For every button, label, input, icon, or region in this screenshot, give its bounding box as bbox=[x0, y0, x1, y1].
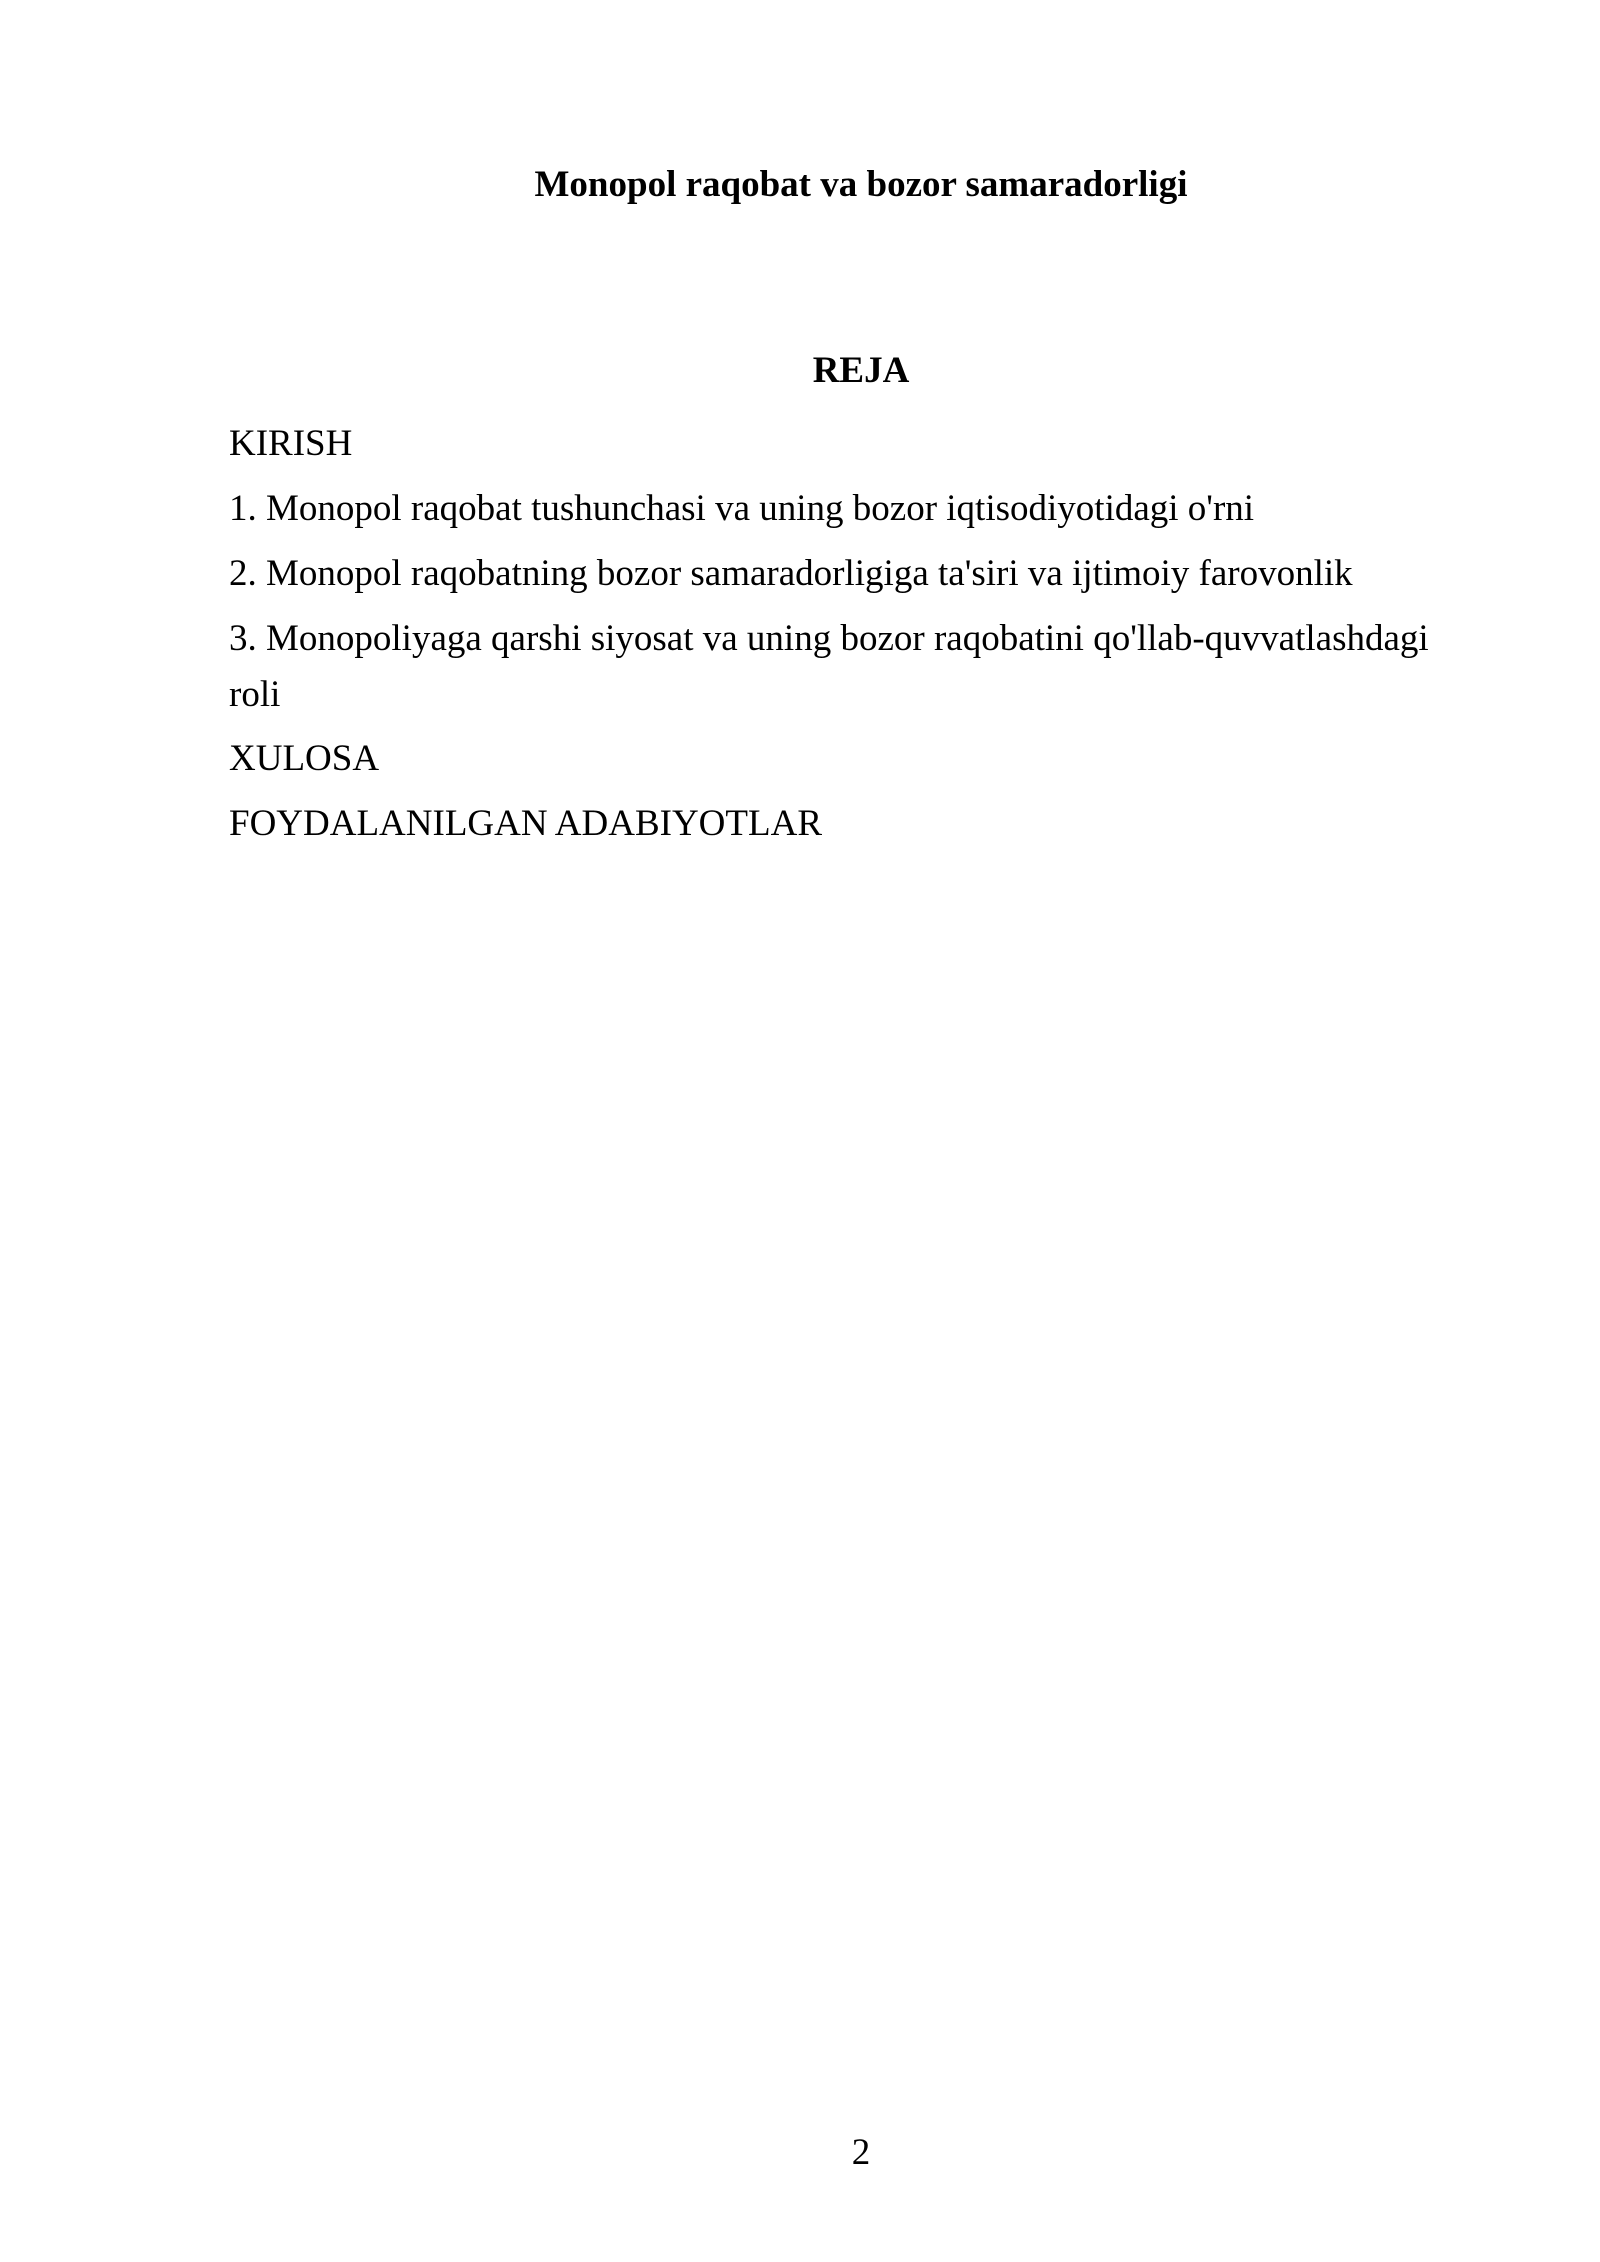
plan-item-1: 1. Monopol raqobat tushunchasi va uning bozor iqtisodiyotidagi o'rni bbox=[229, 488, 1255, 529]
plan-item-3-continuation: roli bbox=[229, 674, 281, 715]
page-number: 2 bbox=[851, 2132, 871, 2173]
plan-item-3: 3. Monopoliyaga qarshi siyosat va uning bozor raqobatini qo'llab-quvvatlashdagi bbox=[229, 618, 1429, 659]
document-title: Monopol raqobat va bozor samaradorligi bbox=[534, 164, 1188, 205]
plan-item-conclusion: XULOSA bbox=[229, 738, 380, 779]
plan-item-references: FOYDALANILGAN ADABIYOTLAR bbox=[229, 803, 822, 844]
plan-item-2: 2. Monopol raqobatning bozor samaradorligiga ta'siri va ijtimoiy farovonlik bbox=[229, 553, 1353, 594]
plan-heading: REJA bbox=[812, 350, 910, 391]
plan-item-introduction: KIRISH bbox=[229, 423, 353, 464]
